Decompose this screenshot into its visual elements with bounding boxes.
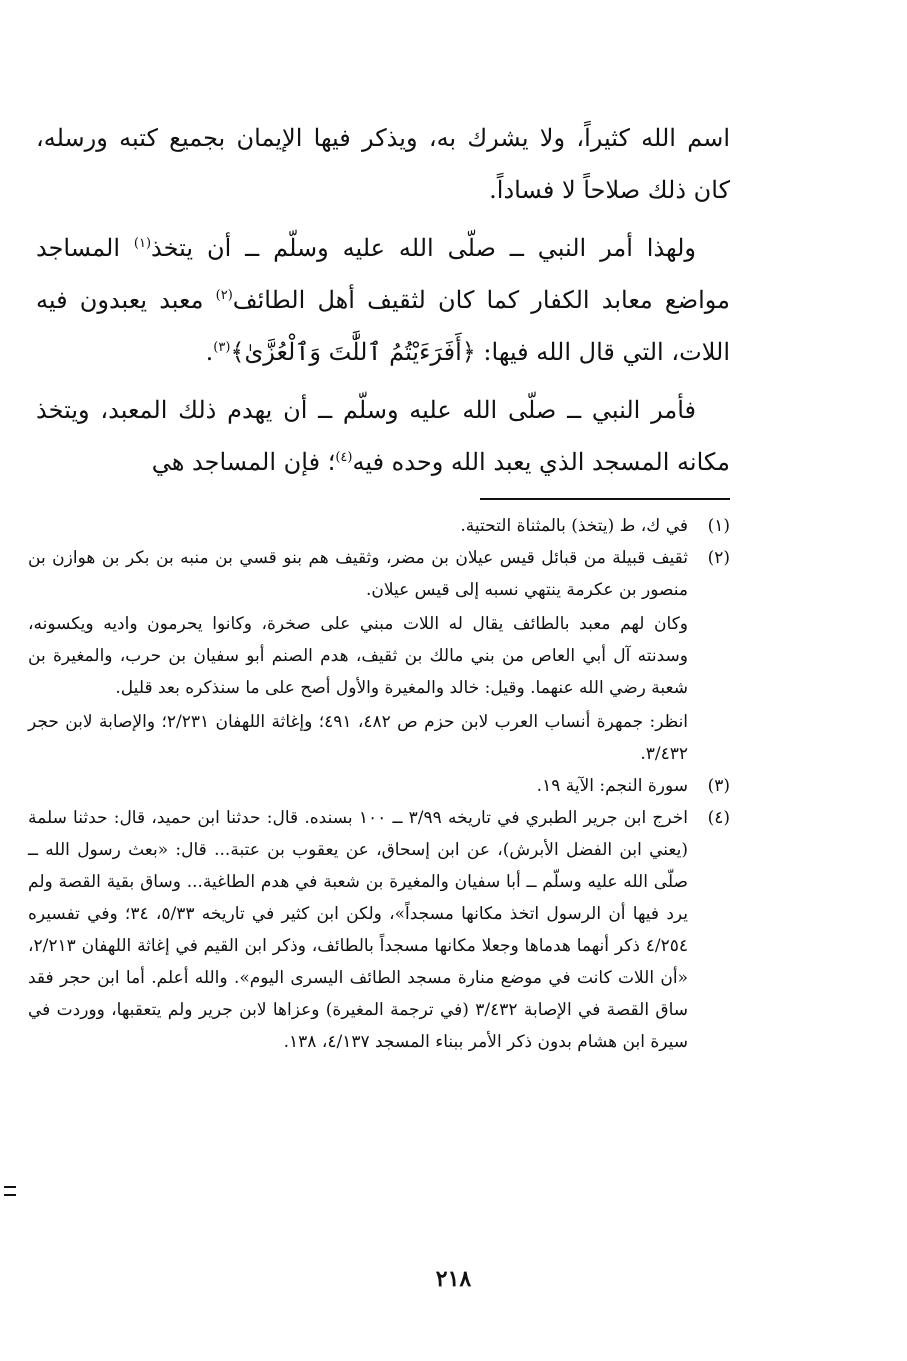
footnote-number: (٤) [707, 808, 730, 828]
paragraph-3-text-a: فأمر النبي ــ صلّى الله عليه وسلّم ــ أن يهدم ذلك المعبد، ويتخذ مكانه المسجد الذي يعبد الله وحده فيه [36, 396, 730, 476]
paragraph-2 [36, 222, 730, 378]
margin-mark [4, 1186, 16, 1196]
footnote-body [28, 770, 688, 802]
footnote-ref-3: (٣) [213, 340, 231, 355]
footnote-number: (٢) [707, 548, 730, 568]
footnote-3 [28, 770, 730, 802]
footnote-number: (١) [707, 516, 730, 536]
footnote-text: اخرج ابن جرير الطبري في تاريخه ٣/٩٩ ــ ١٠٠ بسنده. قال: حدثنا ابن حميد، قال: حدثنا سلمة (يعني ابن الفضل الأبرش)، عن ابن إسحاق، عن يعقوب بن عتبة... قال: «بعث رسول الله ــ صلّى الله عليه وسلّم ــ أبا سفيان والمغيرة بن شعبة في هدم الطاغية... وساق بقية القصة ولم يرد فيها أن الرسول اتخذ مكانها مسجداً»، ولكن ابن كثير في تاريخه ٥/٣٣، ٣٤؛ وفي تفسيره ٤/٢٥٤ ذكر أنهما هدماها وجعلا مكانها مسجداً بالطائف، وذكر ابن القيم في إغاثة اللهفان ٢/٢١٣، «أن اللات كانت في موضع منارة مسجد الطائف اليسرى اليوم». والله أعلم. أما ابن حجر فقد ساق القصة في الإصابة ٣/٤٣٢ (في ترجمة المغيرة) وعزاها لابن جرير ولم يتعقبها، ووردت في سيرة ابن هشام بدون ذكر الأمر ببناء المسجد ٤/١٣٧، ١٣٨. [28, 808, 688, 1052]
paragraph-2-text-d: . [205, 338, 214, 366]
footnote-body [28, 510, 688, 542]
paragraph-1 [36, 112, 730, 216]
footnote-text: سورة النجم: الآية ١٩. [536, 776, 688, 796]
paragraph-3 [36, 384, 730, 488]
paragraph-2-text-b: المساجد مواضع معابد الكفار كما كان لثقيف أهل الطائف [36, 234, 730, 314]
paragraph-1-text: اسم الله كثيراً، ولا يشرك به، ويذكر فيها الإيمان بجميع كتبه ورسله، كان ذلك صلاحاً لا فساداً. [36, 124, 730, 204]
footnote-ref-1: (١) [133, 236, 152, 251]
footnote-divider [480, 498, 730, 500]
footnote-text: ثقيف قبيلة من قبائل قيس عيلان بن مضر، وثقيف هم بنو قسي بن منبه بن بكر بن هوازن بن منصور بن عكرمة ينتهي نسبه إلى قيس عيلان. [28, 548, 688, 600]
paragraph-3-text-b: ؛ فإن المساجد هي [151, 448, 336, 476]
page-number: ٢١٨ [435, 1266, 472, 1292]
paragraph-2-text-c: معبد يعبدون فيه اللات، التي قال الله فيها: ﴿أَفَرَءَيْتُمُ ٱللَّٰتَ وَٱلْعُزَّىٰ﴾ [36, 286, 730, 366]
main-text [36, 112, 730, 494]
footnote-ref-4: (٤) [335, 450, 353, 465]
footnote-4 [28, 802, 730, 1058]
footnote-number: (٣) [707, 776, 730, 796]
footnote-body [28, 542, 688, 770]
footnote-ref-2: (٢) [215, 288, 233, 303]
footnote-body [28, 802, 688, 1058]
footnote-text: وكان لهم معبد بالطائف يقال له اللات مبني على صخرة، وكانوا يحرمون واديه ويكسونه، وسدنته آل أبي العاص من بني مالك بن ثقيف، هدم الصنم أبو سفيان بن حرب، والمغيرة بن شعبة رضي الله عنهما. وقيل: خالد والمغيرة والأول أصح على ما سنذكره بعد قليل. [28, 614, 688, 698]
footnotes [28, 510, 730, 1058]
footnote-2 [28, 542, 730, 770]
footnote-text: انظر: جمهرة أنساب العرب لابن حزم ص ٤٨٢، ٤٩١؛ وإغاثة اللهفان ٢/٢٣١؛ والإصابة لابن حجر ٣/٤٣٢. [28, 712, 689, 764]
footnote-1 [28, 510, 730, 542]
footnote-text: في ك، ط (يتخذ) بالمثناة التحتية. [460, 516, 688, 536]
paragraph-2-text-a: ولهذا أمر النبي ــ صلّى الله عليه وسلّم ــ أن يتخذ [151, 234, 696, 262]
